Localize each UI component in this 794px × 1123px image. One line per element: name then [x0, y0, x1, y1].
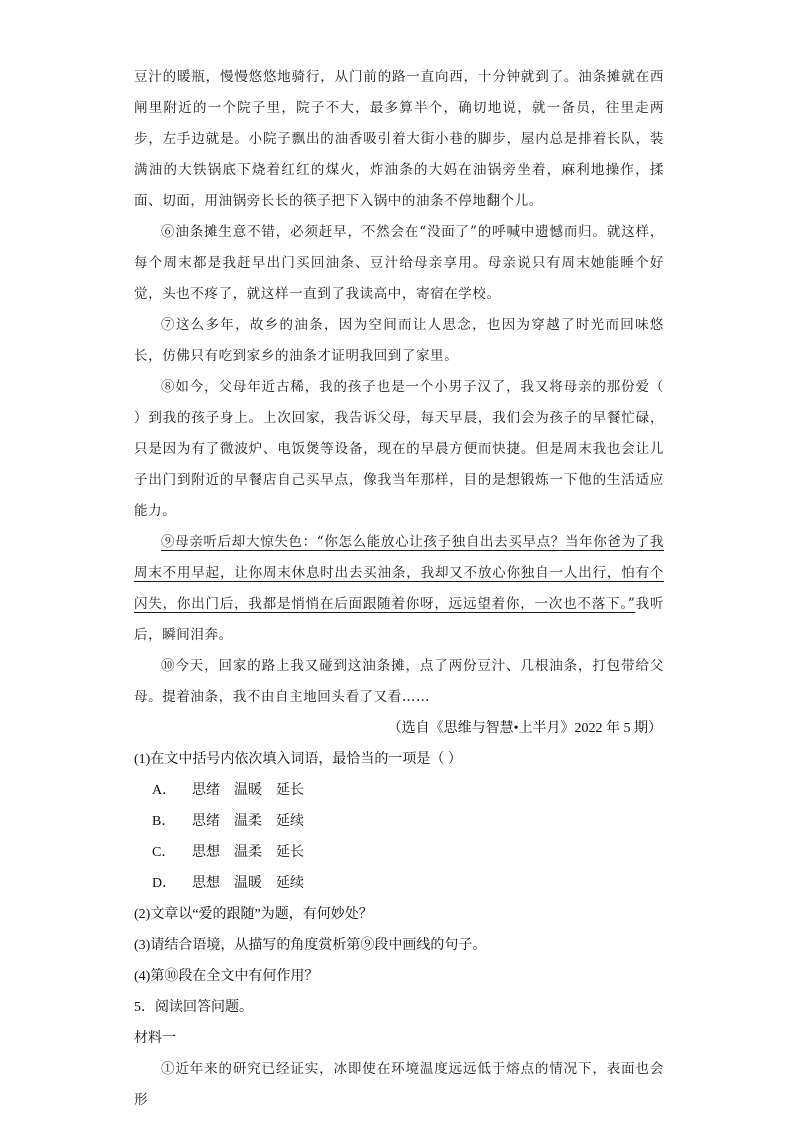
option-word: 思想	[192, 876, 220, 891]
option-word: 温暖	[234, 876, 262, 891]
question-2: (2)文章以“爱的跟随”为题，有何妙处？	[134, 907, 373, 922]
option-word: 温柔	[234, 814, 262, 829]
option-c	[134, 837, 664, 868]
passage-paragraph-7: ⑦这么多年，故乡的油条，因为空间而让人思念，也因为穿越了时光而回味悠长，仿佛只有吃到家乡的油条才证明我回到了家里。	[134, 317, 664, 364]
option-b	[134, 806, 664, 837]
question-1: (1)在文中括号内依次填入词语，最恰当的一项是（ ）	[134, 752, 462, 767]
passage-paragraph-continued: 豆汁的暖瓶，慢慢悠悠地骑行，从门前的路一直向西，十分钟就到了。油条摊就在西闸里附近的一个院子里，院子不大，最多算半个，确切地说，就一备员，往里走两步，左手边就是。小院子飘出的油香吸引着大街小巷的脚步，屋内总是排着长队，装满油的大铁锅底下烧着红红的煤火，炸油条的大妈在油锅旁坐着，麻利地操作，揉面、切面，用油锅旁长长的筷子把下入锅中的油条不停地翻个儿。	[134, 69, 664, 209]
passage-paragraph-6: ⑥油条摊生意不错，必须赶早，不然会在“没面了”的呼喊中遗憾而归。就这样，每个周末都是我赶早出门买回油条、豆汁给母亲享用。母亲说只有周末她能睡个好觉，头也不疼了，就这样一直到了我读高中，寄宿在学校。	[134, 224, 664, 302]
question-5-heading: 5．阅读回答问题。	[134, 1000, 253, 1015]
material-heading: 材料一	[134, 1031, 176, 1046]
passage-source: （选自《思维与智慧•上半月》2022 年 5 期）	[387, 721, 662, 736]
option-word: 温柔	[234, 845, 262, 860]
option-key: D．	[152, 876, 177, 891]
page-content	[134, 62, 664, 1116]
option-word: 延长	[276, 845, 304, 860]
option-word: 延续	[276, 876, 304, 891]
passage-paragraph-10: ⑩今天，回家的路上我又碰到这油条摊，点了两份豆汁、几根油条，打包带给父母。提着油条，我不由自主地回头看了又看……	[134, 658, 664, 705]
question-4: (4)第⑩段在全文中有何作用？	[134, 969, 319, 984]
option-a	[134, 775, 664, 806]
paragraph-9-tail: 我听后，瞬间泪奔。	[134, 596, 664, 643]
passage-paragraph-8: ⑧如今，父母年近古稀，我的孩子也是一个小男子汉了，我又将母亲的那份爱（ ）到我的孩子身上。上次回家，我告诉父母，每天早晨，我们会为孩子的早餐忙碌，只是因为有了微波炉、电饭煲等设备，现在的早晨方便而快捷。但是周末我也会让儿子出门到附近的早餐店自己买早点，像我当年那样，目的是想锻炼一下他的生活适应能力。	[134, 379, 664, 519]
option-word: 思绪	[192, 814, 220, 829]
option-word: 思想	[192, 845, 220, 860]
passage-paragraph-9	[134, 527, 664, 651]
option-key: A．	[152, 783, 177, 798]
material-paragraph-1: ①近年来的研究已经证实，冰即使在环境温度远远低于熔点的情况下，表面也会形	[134, 1061, 664, 1108]
option-word: 延长	[276, 783, 304, 798]
option-word: 延续	[276, 814, 304, 829]
question-3: (3)请结合语境，从描写的角度赏析第⑨段中画线的句子。	[134, 938, 487, 953]
option-word: 温暖	[234, 783, 262, 798]
option-key: B．	[152, 814, 176, 829]
option-key: C．	[152, 845, 176, 860]
option-d	[134, 868, 664, 899]
underlined-sentence: ⑨母亲听后却大惊失色：“你怎么能放心让孩子独自出去买早点？当年你爸为了我周末不用早起，让你周末休息时出去买油条，我却又不放心你独自一人出行，怕有个闪失，你出门后，我都是悄悄在后面跟随着你呀，远远望着你，一次也不落下。”	[134, 534, 664, 612]
option-word: 思绪	[192, 783, 220, 798]
